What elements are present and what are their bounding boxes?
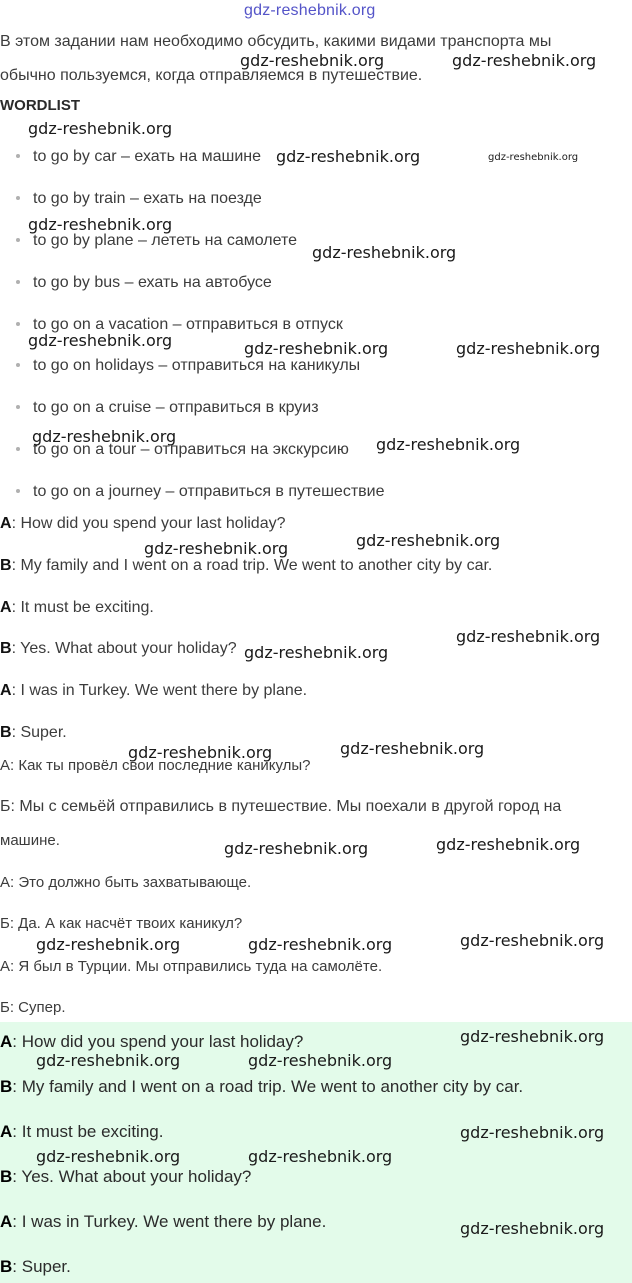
translation-line: А: Как ты провёл свои последние каникулы? <box>0 757 311 774</box>
watermark: gdz-reshebnik.org <box>224 839 369 858</box>
watermark: gdz-reshebnik.org <box>456 339 601 358</box>
answer-line: A: How did you spend your last holiday? <box>0 1032 304 1051</box>
watermark: gdz-reshebnik.org <box>128 743 273 762</box>
dialogue-line: A: How did you spend your last holiday? <box>0 515 286 532</box>
watermark: gdz-reshebnik.org <box>248 935 393 954</box>
watermark: gdz-reshebnik.org <box>460 1219 605 1238</box>
wordlist-item: to go on a journey – отправиться в путешествие <box>16 483 384 501</box>
watermark: gdz-reshebnik.org <box>36 1051 181 1070</box>
dialogue-line: B: My family and I went on a road trip. We went to another city by car. <box>0 557 493 574</box>
bullet-icon <box>16 405 20 409</box>
watermark: gdz-reshebnik.org <box>144 539 289 558</box>
site-header-watermark: gdz-reshebnik.org <box>244 2 376 19</box>
watermark: gdz-reshebnik.org <box>488 152 579 163</box>
answer-line: B: Yes. What about your holiday? <box>0 1167 252 1186</box>
watermark: gdz-reshebnik.org <box>376 435 521 454</box>
watermark: gdz-reshebnik.org <box>356 531 501 550</box>
translation-line: Б: Да. А как насчёт твоих каникул? <box>0 915 243 932</box>
watermark: gdz-reshebnik.org <box>276 147 421 166</box>
watermark: gdz-reshebnik.org <box>28 119 173 138</box>
answer-line: B: Super. <box>0 1257 71 1276</box>
dialogue-line: A: It must be exciting. <box>0 599 154 616</box>
wordlist-item: to go by train – ехать на поезде <box>16 190 262 208</box>
watermark: gdz-reshebnik.org <box>248 1051 393 1070</box>
watermark: gdz-reshebnik.org <box>240 51 385 70</box>
wordlist-item: to go on a vacation – отправиться в отпуск <box>16 316 343 334</box>
wordlist-item: to go by car – ехать на машине <box>16 148 261 166</box>
answer-line: A: It must be exciting. <box>0 1122 164 1141</box>
bullet-icon <box>16 196 20 200</box>
answer-line: B: My family and I went on a road trip. We went to another city by car. <box>0 1077 524 1096</box>
watermark: gdz-reshebnik.org <box>28 215 173 234</box>
bullet-icon <box>16 322 20 326</box>
watermark: gdz-reshebnik.org <box>244 339 389 358</box>
wordlist-item: to go by bus – ехать на автобусе <box>16 274 272 292</box>
dialogue-line: A: I was in Turkey. We went there by plane. <box>0 682 308 699</box>
wordlist-item: to go on a cruise – отправиться в круиз <box>16 399 319 417</box>
watermark: gdz-reshebnik.org <box>460 1027 605 1046</box>
bullet-icon <box>16 154 20 158</box>
intro-line-1: В этом задании нам необходимо обсудить, какими видами транспорта мы <box>0 33 552 50</box>
bullet-icon <box>16 280 20 284</box>
watermark: gdz-reshebnik.org <box>312 243 457 262</box>
wordlist-item: to go on holidays – отправиться на каникулы <box>16 357 360 375</box>
watermark: gdz-reshebnik.org <box>36 935 181 954</box>
watermark: gdz-reshebnik.org <box>460 931 605 950</box>
bullet-icon <box>16 238 20 242</box>
translation-line: Б: Супер. <box>0 999 66 1016</box>
watermark: gdz-reshebnik.org <box>28 331 173 350</box>
watermark: gdz-reshebnik.org <box>436 835 581 854</box>
dialogue-line: B: Yes. What about your holiday? <box>0 640 237 657</box>
watermark: gdz-reshebnik.org <box>244 643 389 662</box>
intro-line-2: обычно пользуемся, когда отправляемся в путешествие. <box>0 67 423 84</box>
translation-line: машине. <box>0 832 60 849</box>
translation-line: А: Я был в Турции. Мы отправились туда на самолёте. <box>0 958 383 975</box>
answer-line: A: I was in Turkey. We went there by plane. <box>0 1212 327 1231</box>
watermark: gdz-reshebnik.org <box>456 627 601 646</box>
watermark: gdz-reshebnik.org <box>340 739 485 758</box>
dialogue-line: B: Super. <box>0 724 67 741</box>
watermark: gdz-reshebnik.org <box>248 1147 393 1166</box>
bullet-icon <box>16 489 20 493</box>
watermark: gdz-reshebnik.org <box>36 1147 181 1166</box>
wordlist-item: to go by plane – лететь на самолете <box>16 232 297 250</box>
watermark: gdz-reshebnik.org <box>452 51 597 70</box>
watermark: gdz-reshebnik.org <box>460 1123 605 1142</box>
bullet-icon <box>16 447 20 451</box>
translation-line: А: Это должно быть захватывающе. <box>0 874 252 891</box>
watermark: gdz-reshebnik.org <box>32 427 177 446</box>
wordlist-item: to go on a tour – отправиться на экскурсию <box>16 441 349 459</box>
translation-line: Б: Мы с семьёй отправились в путешествие. Мы поехали в другой город на <box>0 798 562 815</box>
wordlist-heading: WORDLIST <box>0 97 80 114</box>
bullet-icon <box>16 363 20 367</box>
